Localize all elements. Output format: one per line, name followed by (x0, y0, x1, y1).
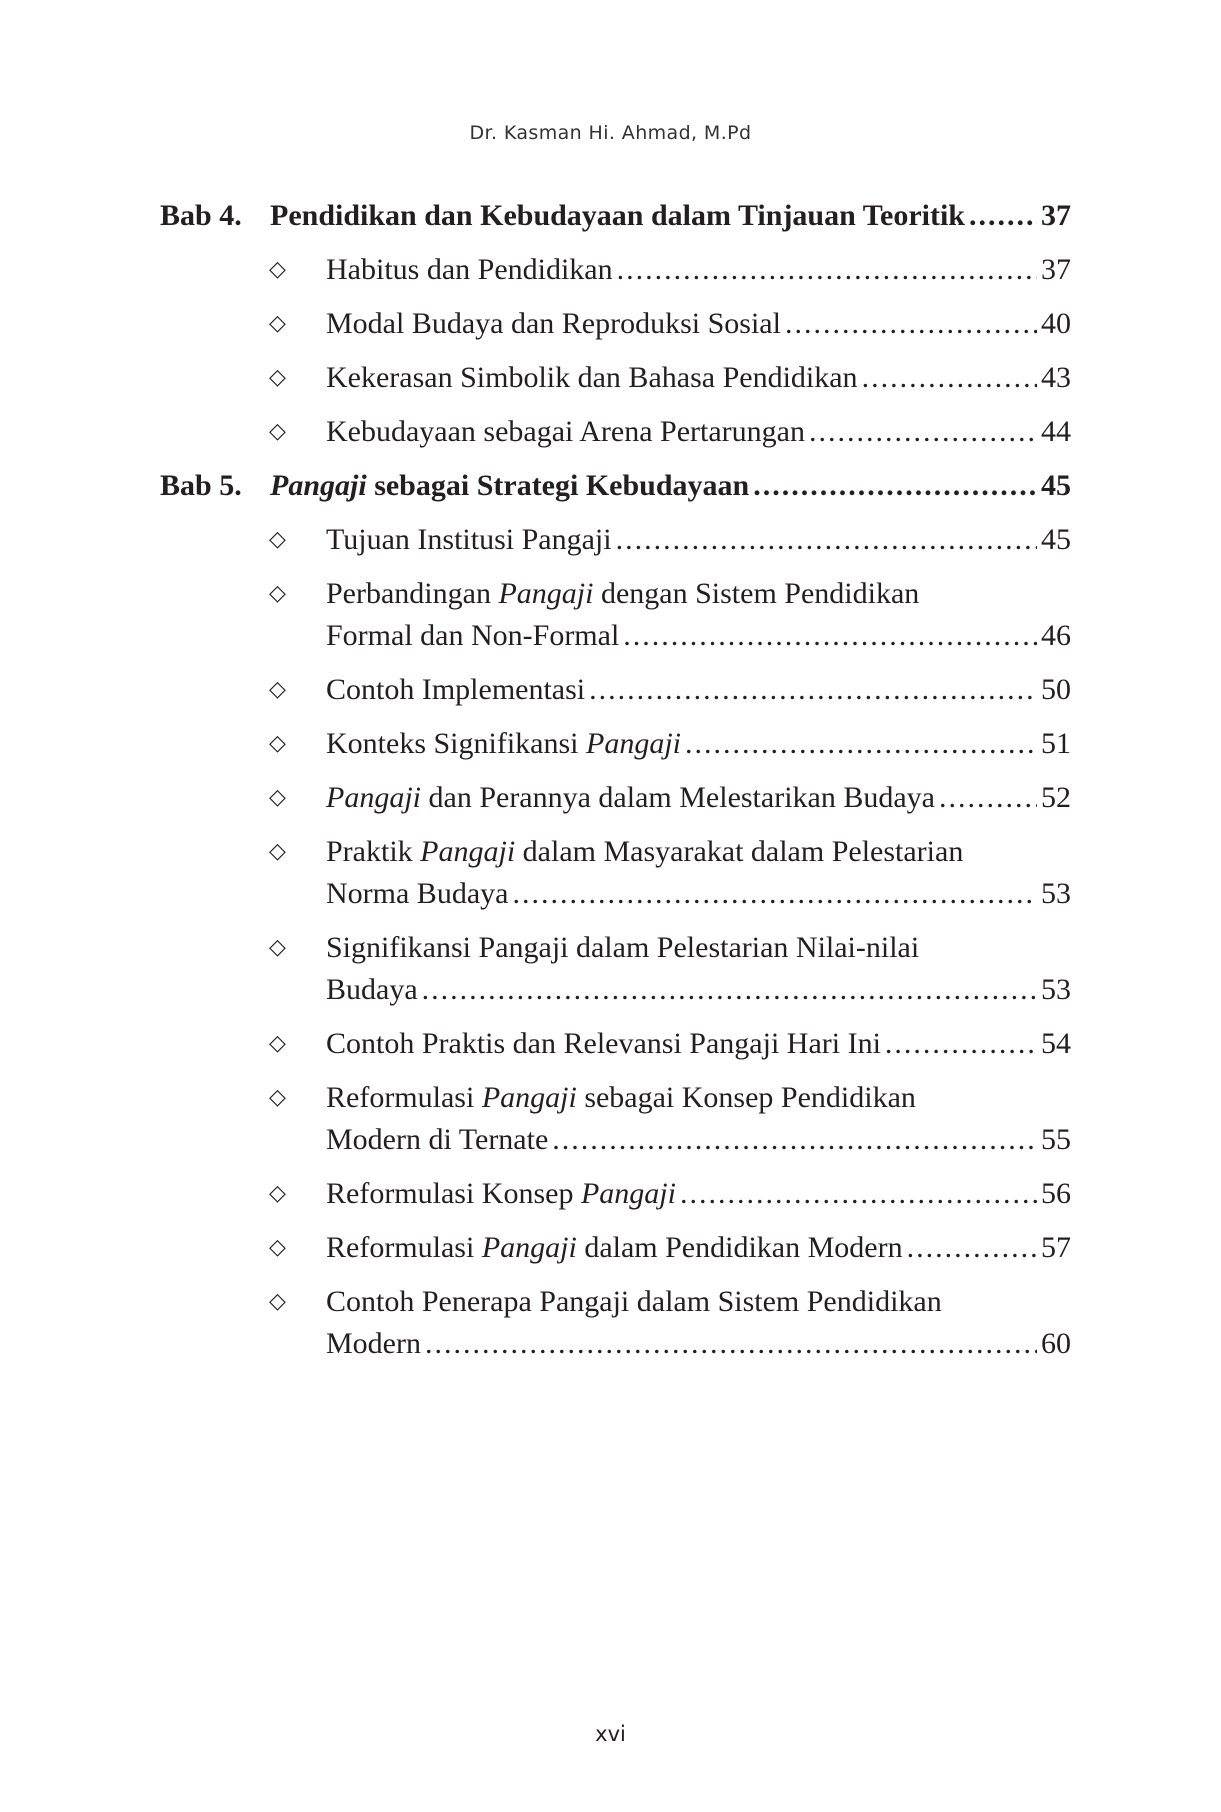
leader-dots (552, 1116, 1037, 1164)
page-number: 57 (1041, 1231, 1071, 1264)
leader-dots (512, 870, 1037, 918)
diamond-bullet-icon: ◇ (269, 1085, 286, 1110)
item-title-line1: Contoh Penerapa Pangaji dalam Sistem Pendidikan (326, 1285, 942, 1318)
diamond-bullet-icon: ◇ (269, 935, 286, 960)
item-title: Contoh Praktis dan Relevansi Pangaji Hari Ini (326, 1027, 881, 1060)
page-number: 44 (1041, 415, 1071, 448)
diamond-bullet-icon: ◇ (269, 677, 286, 702)
item-title-line1: Signifikansi Pangaji dalam Pelestarian Nilai-nilai (326, 931, 920, 964)
leader-dots (680, 1170, 1037, 1218)
diamond-bullet-icon: ◇ (269, 785, 286, 810)
diamond-bullet-icon: ◇ (269, 1289, 286, 1314)
item-title: Kekerasan Simbolik dan Bahasa Pendidikan (326, 361, 858, 394)
item-title-line2: Formal dan Non-Formal (326, 619, 620, 652)
item-title-line2: Norma Budaya (326, 877, 509, 910)
toc-line (270, 462, 1071, 510)
chapter-title: Pendidikan dan Kebudayaan dalam Tinjauan Teoritik (270, 199, 965, 232)
item-title: Konteks Signifikansi Pangaji (326, 727, 681, 760)
leader-dots (939, 774, 1037, 822)
item-title: Kebudayaan sebagai Arena Pertarungan (326, 415, 805, 448)
chapter-number: Bab 4. (160, 199, 242, 232)
page-number: 37 (1041, 199, 1071, 232)
item-title: Pangaji dan Perannya dalam Melestarikan Budaya (326, 781, 935, 814)
page-folio: xvi (595, 1722, 626, 1746)
item-title-line2: Modern di Ternate (326, 1123, 549, 1156)
page-number: 50 (1041, 673, 1071, 706)
leader-dots (753, 462, 1037, 510)
page-number: 51 (1041, 727, 1071, 760)
page-number: 37 (1041, 253, 1071, 286)
chapter-number: Bab 5. (160, 469, 242, 502)
item-title: Habitus dan Pendidikan (326, 253, 613, 286)
page-number: 54 (1041, 1027, 1071, 1060)
diamond-bullet-icon: ◇ (269, 365, 286, 390)
diamond-bullet-icon: ◇ (269, 581, 286, 606)
chapter-title-rest: sebagai Strategi Kebudayaan (366, 469, 750, 502)
page-number: 53 (1041, 877, 1071, 910)
page-number: 45 (1041, 469, 1071, 502)
item-title-line1: Perbandingan Pangaji dengan Sistem Pendidikan (326, 577, 920, 610)
page-number: 43 (1041, 361, 1071, 394)
leader-dots (589, 666, 1037, 714)
leader-dots (809, 408, 1037, 456)
leader-dots (623, 612, 1037, 660)
running-header: Dr. Kasman Hi. Ahmad, M.Pd (469, 122, 752, 144)
leader-dots (616, 516, 1037, 564)
page-number: 46 (1041, 619, 1071, 652)
leader-dots (617, 246, 1037, 294)
chapter-title (270, 462, 749, 510)
diamond-bullet-icon: ◇ (269, 257, 286, 282)
diamond-bullet-icon: ◇ (269, 839, 286, 864)
diamond-bullet-icon: ◇ (269, 419, 286, 444)
item-title-line1: Praktik Pangaji dalam Masyarakat dalam Pelestarian (326, 835, 964, 868)
item-title: Contoh Implementasi (326, 673, 586, 706)
page-number: 53 (1041, 973, 1071, 1006)
leader-dots (785, 300, 1037, 348)
page-number: 40 (1041, 307, 1071, 340)
item-title-line2: Modern (326, 1327, 421, 1360)
page-number: 56 (1041, 1177, 1071, 1210)
leader-dots (862, 354, 1037, 402)
diamond-bullet-icon: ◇ (269, 1181, 286, 1206)
page-number: 52 (1041, 781, 1071, 814)
item-title-line2: Budaya (326, 973, 418, 1006)
diamond-bullet-icon: ◇ (269, 311, 286, 336)
item-title-line1: Reformulasi Pangaji sebagai Konsep Pendidikan (326, 1081, 916, 1114)
toc-line (270, 192, 1071, 240)
item-title: Reformulasi Konsep Pangaji (326, 1177, 676, 1210)
page-number: 45 (1041, 523, 1071, 556)
diamond-bullet-icon: ◇ (269, 527, 286, 552)
item-title: Tujuan Institusi Pangaji (326, 523, 612, 556)
diamond-bullet-icon: ◇ (269, 1235, 286, 1260)
diamond-bullet-icon: ◇ (269, 731, 286, 756)
leader-dots (885, 1020, 1037, 1068)
leader-dots (422, 966, 1037, 1014)
item-title: Reformulasi Pangaji dalam Pendidikan Modern (326, 1231, 903, 1264)
page-number: 60 (1041, 1327, 1071, 1360)
chapter-title-italic: Pangaji (270, 469, 367, 502)
leader-dots (425, 1320, 1037, 1368)
item-title: Modal Budaya dan Reproduksi Sosial (326, 307, 781, 340)
diamond-bullet-icon: ◇ (269, 1031, 286, 1056)
leader-dots (907, 1224, 1037, 1272)
leader-dots (685, 720, 1037, 768)
leader-dots (969, 192, 1037, 240)
page-number: 55 (1041, 1123, 1071, 1156)
